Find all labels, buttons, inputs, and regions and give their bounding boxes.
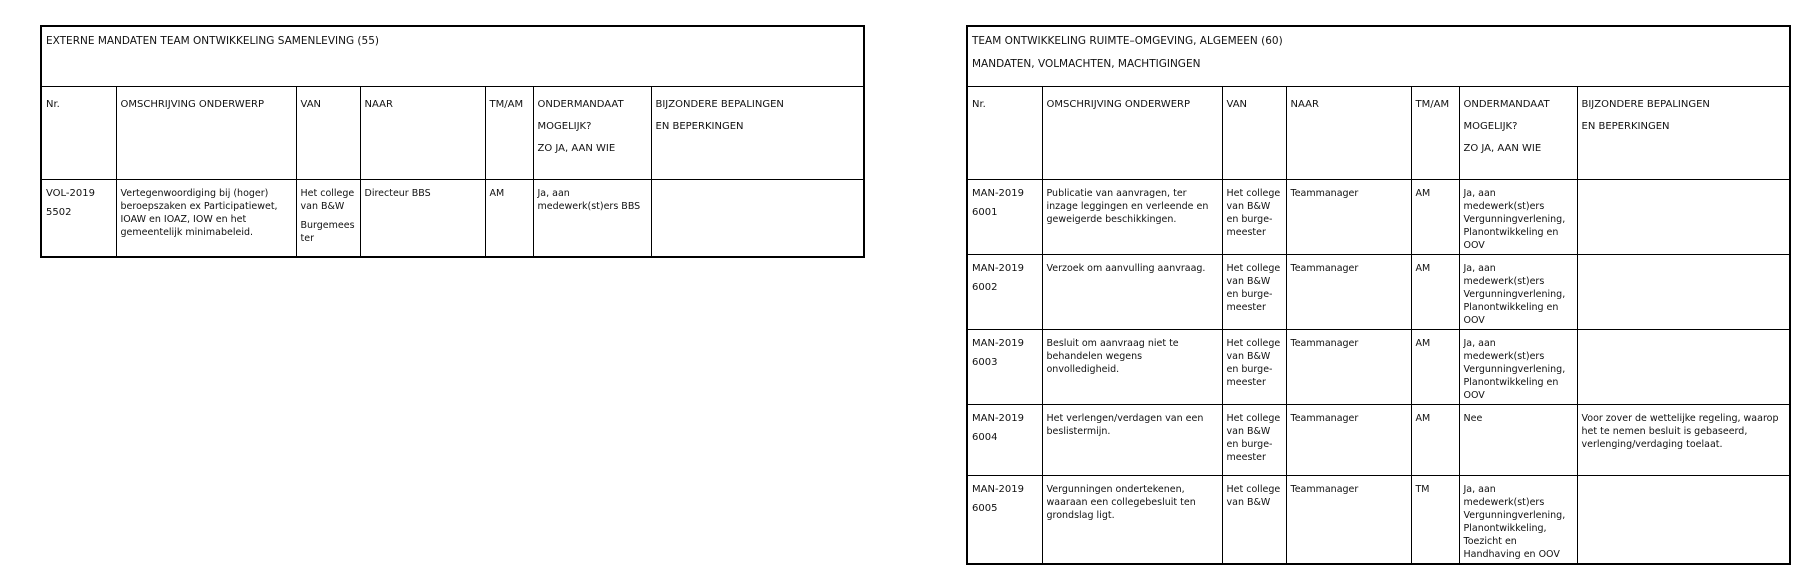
- cell-naar: Teammanager: [1286, 404, 1411, 475]
- cell-tmam: AM: [1411, 404, 1459, 475]
- cell-nr: [967, 254, 1042, 329]
- van-burgemeester: Burgemeester: [300, 219, 355, 244]
- header-tmam: TM/AM: [1411, 86, 1459, 179]
- nr-prefix: MAN-2019: [972, 412, 1025, 424]
- header-ondermandaat: [1459, 86, 1577, 179]
- table-title-line1: TEAM ONTWIKKELING RUIMTE–OMGEVING, ALGEMEEN (60): [972, 35, 1283, 47]
- cell-tmam: TM: [1411, 475, 1459, 564]
- header-naar: NAAR: [360, 86, 485, 179]
- table-title-row: [41, 26, 864, 86]
- cell-omschrijving: Publicatie van aanvragen, ter inzage leggingen en verleende en geweigerde beschikkingen.: [1042, 179, 1222, 254]
- table-title: [41, 26, 864, 86]
- cell-van: Het college van B&W en burge-meester: [1222, 404, 1286, 475]
- cell-nr: [967, 179, 1042, 254]
- cell-tmam: AM: [1411, 254, 1459, 329]
- nr-prefix: MAN-2019: [972, 337, 1025, 349]
- header-bijzondere-line2: EN BEPERKINGEN: [655, 120, 744, 132]
- cell-omschrijving: Vergunningen ondertekenen, waaraan een collegebesluit ten grondslag ligt.: [1042, 475, 1222, 564]
- cell-bijzondere-bepalingen: [1577, 475, 1790, 564]
- cell-omschrijving: Verzoek om aanvulling aanvraag.: [1042, 254, 1222, 329]
- nr-number: 6004: [972, 431, 998, 443]
- header-bijzondere-line2: EN BEPERKINGEN: [1581, 120, 1670, 132]
- cell-naar: Teammanager: [1286, 329, 1411, 404]
- table-row: [967, 475, 1790, 564]
- header-omschrijving: OMSCHRIJVING ONDERWERP: [116, 86, 296, 179]
- header-naar: NAAR: [1286, 86, 1411, 179]
- header-ondermandaat: [533, 86, 651, 179]
- nr-number: 6003: [972, 356, 998, 368]
- cell-bijzondere-bepalingen: [1577, 329, 1790, 404]
- cell-bijzondere-bepalingen: [1577, 179, 1790, 254]
- cell-ondermandaat: Ja, aan medewerk(st)ers Vergunningverlening, Planontwikkeling en OOV: [1459, 254, 1577, 329]
- cell-ondermandaat: Ja, aan medewerk(st)ers Vergunningverlening, Planontwikkeling en OOV: [1459, 179, 1577, 254]
- cell-naar: Directeur BBS: [360, 179, 485, 257]
- nr-prefix: MAN-2019: [972, 187, 1025, 199]
- cell-nr: [967, 329, 1042, 404]
- header-ondermandaat-line3: ZO JA, AAN WIE: [1463, 142, 1542, 154]
- header-bijzondere-line1: BIJZONDERE BEPALINGEN: [1581, 98, 1710, 110]
- cell-bijzondere-bepalingen: Voor zover de wettelijke regeling, waarop het te nemen besluit is gebaseerd, verlenging/verdaging toelaat.: [1577, 404, 1790, 475]
- mandate-table-samenleving: [40, 25, 865, 258]
- cell-nr: [967, 404, 1042, 475]
- header-nr: Nr.: [967, 86, 1042, 179]
- cell-nr: [41, 179, 116, 257]
- header-omschrijving: OMSCHRIJVING ONDERWERP: [1042, 86, 1222, 179]
- cell-van: Het college van B&W: [1222, 475, 1286, 564]
- header-ondermandaat-line1: ONDERMANDAAT: [1463, 98, 1550, 110]
- cell-naar: Teammanager: [1286, 179, 1411, 254]
- table-title-text: EXTERNE MANDATEN TEAM ONTWIKKELING SAMENLEVING (55): [46, 35, 379, 47]
- cell-tmam: AM: [485, 179, 533, 257]
- cell-ondermandaat: Ja, aan medewerk(st)ers Vergunningverlening, Planontwikkeling en OOV: [1459, 329, 1577, 404]
- cell-tmam: AM: [1411, 329, 1459, 404]
- header-ondermandaat-line3: ZO JA, AAN WIE: [537, 142, 616, 154]
- header-nr: Nr.: [41, 86, 116, 179]
- cell-naar: Teammanager: [1286, 254, 1411, 329]
- table-header-row: [41, 86, 864, 179]
- van-college: Het college van B&W: [300, 187, 355, 212]
- nr-number: 6005: [972, 502, 998, 514]
- nr-prefix: MAN-2019: [972, 483, 1025, 495]
- table-row: [967, 404, 1790, 475]
- header-ondermandaat-line1: ONDERMANDAAT: [537, 98, 624, 110]
- header-bijzondere-line1: BIJZONDERE BEPALINGEN: [655, 98, 784, 110]
- header-van: VAN: [296, 86, 360, 179]
- nr-prefix: VOL-2019: [46, 187, 95, 199]
- cell-nr: [967, 475, 1042, 564]
- cell-ondermandaat: Ja, aan medewerk(st)ers Vergunningverlening, Planontwikkeling, Toezicht en Handhaving en OOV: [1459, 475, 1577, 564]
- table-header-row: [967, 86, 1790, 179]
- table-title-row: [967, 26, 1790, 86]
- cell-ondermandaat: Nee: [1459, 404, 1577, 475]
- table-row: [967, 254, 1790, 329]
- header-ondermandaat-line2: MOGELIJK?: [1463, 120, 1518, 132]
- nr-number: 5502: [46, 206, 72, 218]
- cell-naar: Teammanager: [1286, 475, 1411, 564]
- mandate-table-ruimte-omgeving: [966, 25, 1791, 565]
- table-row: [967, 329, 1790, 404]
- cell-ondermandaat: Ja, aan medewerk(st)ers BBS: [533, 179, 651, 257]
- nr-number: 6002: [972, 281, 998, 293]
- cell-omschrijving: Besluit om aanvraag niet te behandelen wegens onvolledigheid.: [1042, 329, 1222, 404]
- cell-bijzondere-bepalingen: [1577, 254, 1790, 329]
- table-row: [41, 179, 864, 257]
- cell-bijzondere-bepalingen: [651, 179, 864, 257]
- cell-van: Het college van B&W en burge-meester: [1222, 254, 1286, 329]
- header-tmam: TM/AM: [485, 86, 533, 179]
- header-ondermandaat-line2: MOGELIJK?: [537, 120, 592, 132]
- table-title-line2: MANDATEN, VOLMACHTEN, MACHTIGINGEN: [972, 58, 1201, 70]
- cell-van: Het college van B&W en burge-meester: [1222, 179, 1286, 254]
- header-bijzondere-bepalingen: [651, 86, 864, 179]
- nr-number: 6001: [972, 206, 998, 218]
- cell-van: [296, 179, 360, 257]
- header-bijzondere-bepalingen: [1577, 86, 1790, 179]
- cell-van: Het college van B&W en burge-meester: [1222, 329, 1286, 404]
- header-van: VAN: [1222, 86, 1286, 179]
- cell-omschrijving: Het verlengen/verdagen van een beslistermijn.: [1042, 404, 1222, 475]
- table-row: [967, 179, 1790, 254]
- nr-prefix: MAN-2019: [972, 262, 1025, 274]
- table-title: [967, 26, 1790, 86]
- cell-omschrijving: Vertegenwoordiging bij (hoger) beroepszaken ex Participatiewet, IOAW en IOAZ, IOW en het gemeentelijk minimabeleid.: [116, 179, 296, 257]
- cell-tmam: AM: [1411, 179, 1459, 254]
